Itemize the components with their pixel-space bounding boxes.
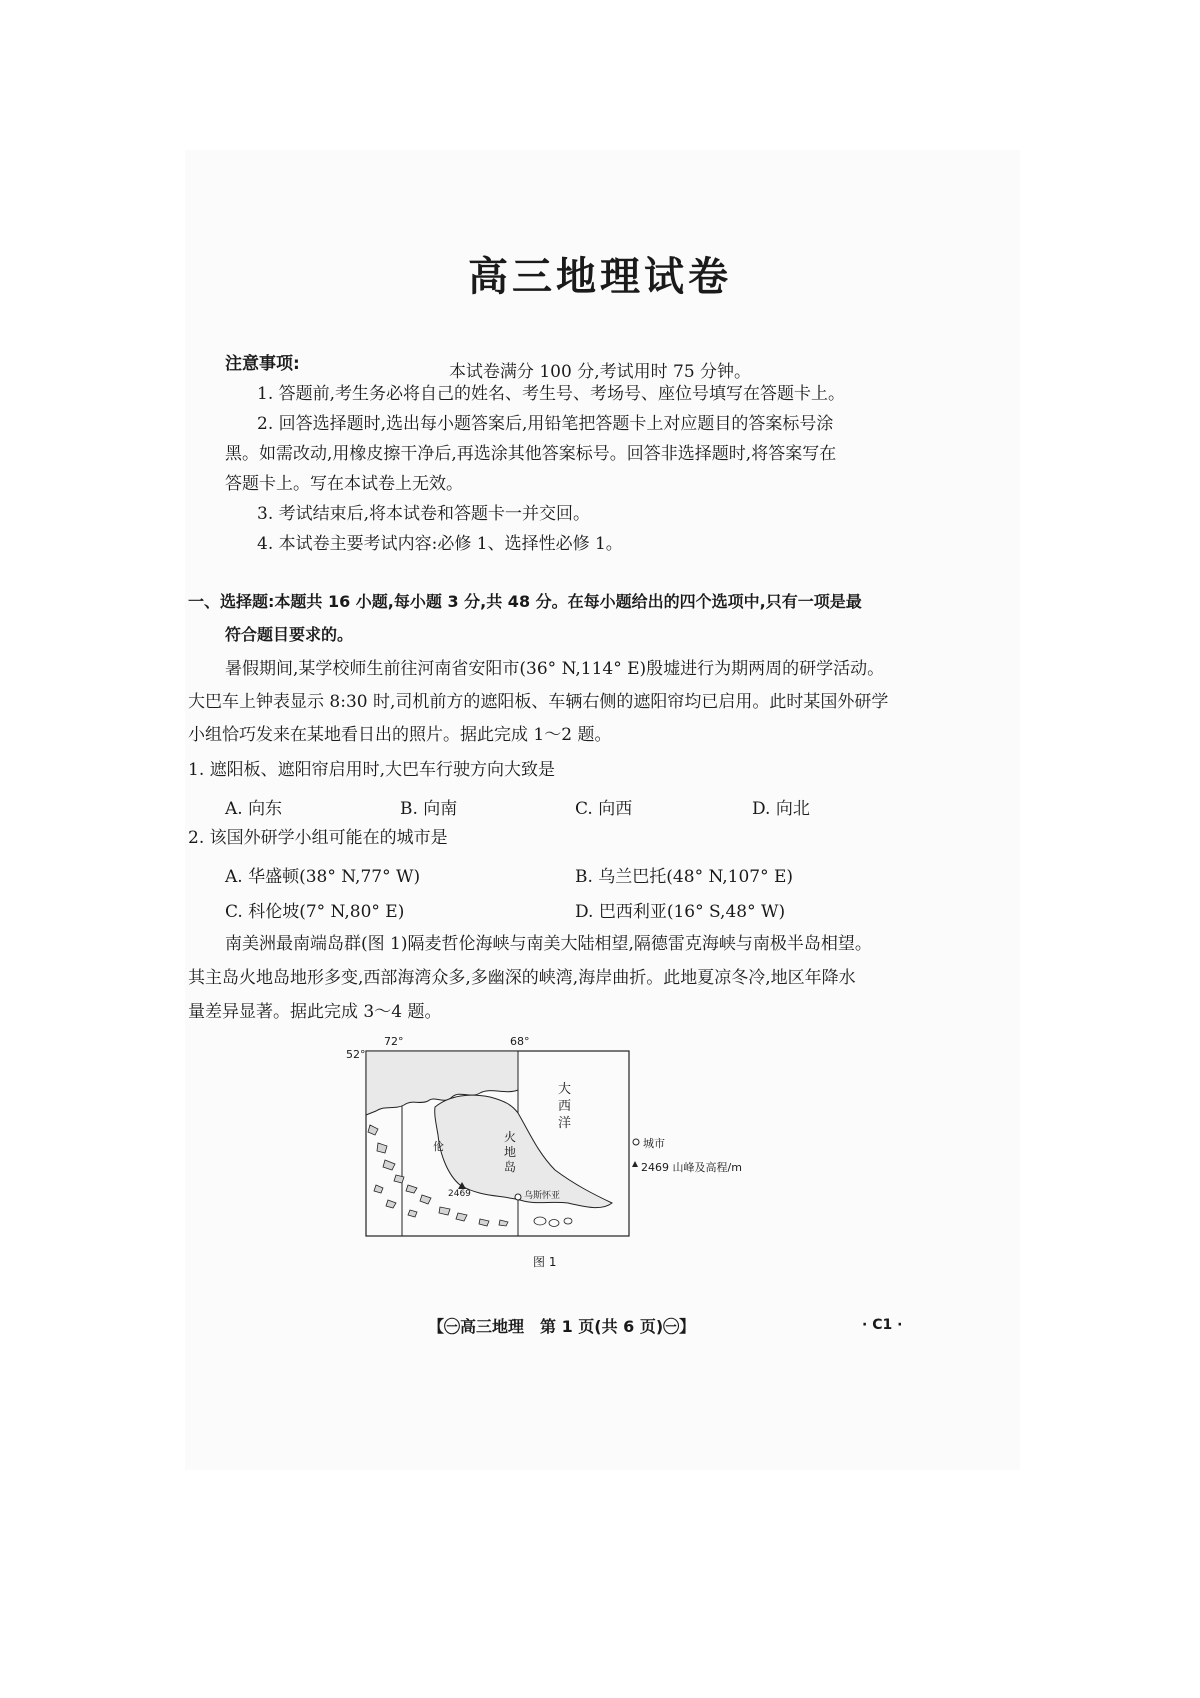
notice-item-3: 3. 考试结束后,将本试卷和答题卡一并交回。 <box>257 504 591 524</box>
passage2-line-2: 其主岛火地岛地形多变,西部海湾众多,多幽深的峡湾,海岸曲折。此地夏凉冬冷,地区年降水 <box>188 968 856 988</box>
q2-option-b: B. 乌兰巴托(48° N,107° E) <box>575 867 794 887</box>
notice-item-4: 4. 本试卷主要考试内容:必修 1、选择性必修 1。 <box>257 534 623 554</box>
q1-option-b: B. 向南 <box>400 799 458 819</box>
city-marker <box>515 1194 521 1200</box>
legend-city: 城市 <box>643 1137 665 1150</box>
notice-heading: 注意事项: <box>225 354 300 374</box>
label-lon-68: 68° <box>510 1035 530 1048</box>
label-lon-72: 72° <box>384 1035 404 1048</box>
legend-peak-marker <box>632 1161 638 1167</box>
q1-option-a: A. 向东 <box>225 799 283 819</box>
q1-stem: 1. 遮阳板、遮阳帘启用时,大巴车行驶方向大致是 <box>188 760 556 780</box>
notice-item-2-cont: 黑。如需改动,用橡皮擦干净后,再选涂其他答案标号。回答非选择题时,将答案写在 <box>225 444 837 464</box>
island-small-2 <box>549 1220 559 1227</box>
passage2-line-3: 量差异显著。据此完成 3～4 题。 <box>188 1002 442 1022</box>
q2-option-d: D. 巴西利亚(16° S,48° W) <box>575 902 786 922</box>
passage1-line-2: 大巴车上钟表显示 8:30 时,司机前方的遮阳板、车辆右侧的遮阳帘均已启用。此时某国外研学 <box>188 692 889 712</box>
q1-option-c: C. 向西 <box>575 799 633 819</box>
page-code: · C1 · <box>862 1317 903 1333</box>
map-graphic <box>340 1035 770 1245</box>
label-lat-52: 52° <box>346 1048 366 1061</box>
section1-heading: 一、选择题:本题共 16 小题,每小题 3 分,共 48 分。在每小题给出的四个选项中,只有一项是最 <box>188 592 862 611</box>
q2-option-a: A. 华盛顿(38° N,77° W) <box>225 867 421 887</box>
legend-peak: 2469 山峰及高程/m <box>641 1161 742 1174</box>
figure-1-map <box>340 1035 770 1245</box>
q2-stem: 2. 该国外研学小组可能在的城市是 <box>188 828 448 848</box>
figure-caption: 图 1 <box>533 1255 557 1269</box>
section1-heading-cont: 符合题目要求的。 <box>225 625 354 644</box>
label-peak: 2469 <box>448 1189 471 1199</box>
island-small-3 <box>564 1218 572 1224</box>
q1-option-d: D. 向北 <box>752 799 810 819</box>
notice-item-2: 2. 回答选择题时,选出每小题答案后,用铅笔把答题卡上对应题目的答案标号涂 <box>257 414 834 434</box>
passage2-line-1: 南美洲最南端岛群(图 1)隔麦哲伦海峡与南美大陆相望,隔德雷克海峡与南极半岛相望。 <box>225 934 872 954</box>
label-ocean: 大西洋 <box>558 1082 572 1131</box>
q2-option-c: C. 科伦坡(7° N,80° E) <box>225 902 405 922</box>
island-small-1 <box>534 1217 546 1225</box>
notice-item-2-cont2: 答题卡上。写在本试卷上无效。 <box>225 474 463 494</box>
label-strait: 伦 <box>433 1140 444 1153</box>
label-city: 乌斯怀亚 <box>524 1191 561 1201</box>
exam-subtitle: 本试卷满分 100 分,考试用时 75 分钟。 <box>448 362 752 382</box>
notice-item-1: 1. 答题前,考生务必将自己的姓名、考生号、考场号、座位号填写在答题卡上。 <box>257 384 846 404</box>
exam-title: 高三地理试卷 <box>468 254 732 300</box>
legend-city-marker <box>633 1139 639 1145</box>
label-island: 火地岛 <box>504 1130 517 1174</box>
passage1-line-3: 小组恰巧发来在某地看日出的照片。据此完成 1～2 题。 <box>188 725 612 745</box>
page-footer: 【㊀高三地理 第 1 页(共 6 页)㊀】 <box>428 1317 696 1336</box>
passage1-line-1: 暑假期间,某学校师生前往河南省安阳市(36° N,114° E)殷墟进行为期两周的研学活动。 <box>225 659 885 679</box>
